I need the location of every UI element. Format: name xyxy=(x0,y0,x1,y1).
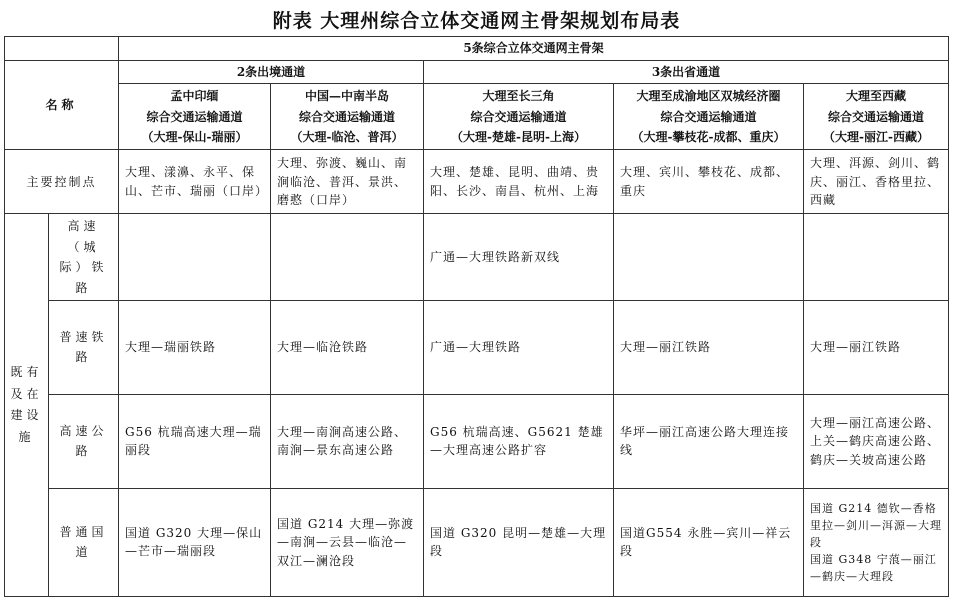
corridor-type: 综合交通运输通道 xyxy=(146,109,243,124)
facility-row xyxy=(5,394,949,488)
corridor-header xyxy=(804,84,949,150)
corridor-route: （大理-保山-瑞丽） xyxy=(141,129,248,144)
facility-cell xyxy=(271,214,424,301)
facility-row xyxy=(5,214,949,301)
facility-label: 高速公路 xyxy=(49,394,119,488)
facility-label: 高速（城际）铁路 xyxy=(49,214,119,301)
corridor-route: （大理-楚雄-昆明-上海） xyxy=(451,129,586,144)
header-group-row xyxy=(5,60,949,84)
control-points-label: 主要控制点 xyxy=(5,150,119,214)
facility-cell: 国道 G214 德钦—香格里拉—剑川—洱源—大理段 国道 G348 宁蒗—丽江—鹤庆—大理段 xyxy=(804,488,949,596)
facility-cell: 国道G554 永胜—宾川—祥云段 xyxy=(614,488,804,596)
control-points-cell: 大理、楚雄、昆明、曲靖、贵阳、长沙、南昌、杭州、上海 xyxy=(424,150,614,214)
facility-cell: 国道 G320 昆明—楚雄—大理段 xyxy=(424,488,614,596)
facility-cell xyxy=(804,214,949,301)
header-main: 5条综合立体交通网主骨架 xyxy=(119,37,949,61)
corridor-name: 大理至长三角 xyxy=(482,89,555,104)
control-points-cell: 大理、宾川、攀枝花、成都、重庆 xyxy=(614,150,804,214)
name-label: 名称 xyxy=(5,60,119,150)
header-blank xyxy=(5,37,119,61)
corridor-type: 综合交通运输通道 xyxy=(470,109,567,124)
corridor-type: 综合交通运输通道 xyxy=(827,109,924,124)
facility-cell xyxy=(119,214,271,301)
facility-cell: 广通—大理铁路新双线 xyxy=(424,214,614,301)
facility-cell: G56 杭瑞高速、G5621 楚雄—大理高速公路扩容 xyxy=(424,394,614,488)
facility-cell: 大理—丽江高速公路、上关—鹤庆高速公路、鹤庆—关坡高速公路 xyxy=(804,394,949,488)
facility-cell: 大理—丽江铁路 xyxy=(804,300,949,394)
facility-cell xyxy=(614,214,804,301)
facility-cell: 华坪—丽江高速公路大理连接线 xyxy=(614,394,804,488)
corridor-name: 孟中印缅 xyxy=(170,89,219,104)
facility-cell: 大理—临沧铁路 xyxy=(271,300,424,394)
facility-cell: 大理—瑞丽铁路 xyxy=(119,300,271,394)
control-points-cell: 大理、漾濞、永平、保山、芒市、瑞丽（口岸） xyxy=(119,150,271,214)
control-points-cell: 大理、弥渡、巍山、南涧临沧、普洱、景洪、磨憨（口岸） xyxy=(271,150,424,214)
corridor-header xyxy=(271,84,424,150)
group-exit-border: 2条出境通道 xyxy=(119,60,424,84)
facility-row xyxy=(5,300,949,394)
corridor-name: 大理至成渝地区双城经济圈 xyxy=(636,89,781,104)
facility-cell: 大理—丽江铁路 xyxy=(614,300,804,394)
corridor-header xyxy=(424,84,614,150)
page-title: 附表 大理州综合立体交通网主骨架规划布局表 xyxy=(272,10,681,32)
facility-cell: 国道 G214 大理—弥渡—南涧—云县—临沧—双江—澜沧段 xyxy=(271,488,424,596)
corridor-name: 大理至西藏 xyxy=(845,89,906,104)
corridor-name: 中国—中南半岛 xyxy=(304,89,389,104)
corridor-type: 综合交通运输通道 xyxy=(660,109,757,124)
facility-row xyxy=(5,488,949,596)
corridor-route: （大理-丽江-西藏） xyxy=(823,129,929,144)
control-points-cell: 大理、洱源、剑川、鹤庆、丽江、香格里拉、西藏 xyxy=(804,150,949,214)
facility-cell: 广通—大理铁路 xyxy=(424,300,614,394)
facility-cell: G56 杭瑞高速大理—瑞丽段 xyxy=(119,394,271,488)
corridor-header xyxy=(614,84,804,150)
corridor-header xyxy=(119,84,271,150)
existing-label: 既有及在建设施 xyxy=(5,214,49,597)
corridor-route: （大理-临沧、普洱） xyxy=(290,129,404,144)
corridor-type: 综合交通运输通道 xyxy=(298,109,395,124)
corridor-route: （大理-攀枝花-成都、重庆） xyxy=(631,129,786,144)
corridor-row xyxy=(5,84,949,150)
facility-label: 普速铁路 xyxy=(49,300,119,394)
facility-label: 普通国道 xyxy=(49,488,119,596)
group-exit-province: 3条出省通道 xyxy=(424,60,949,84)
control-points-row xyxy=(5,150,949,214)
layout-table xyxy=(4,36,949,597)
facility-cell: 国道 G320 大理—保山—芒市—瑞丽段 xyxy=(119,488,271,596)
header-main-row xyxy=(5,37,949,61)
facility-cell: 大理—南涧高速公路、南涧—景东高速公路 xyxy=(271,394,424,488)
